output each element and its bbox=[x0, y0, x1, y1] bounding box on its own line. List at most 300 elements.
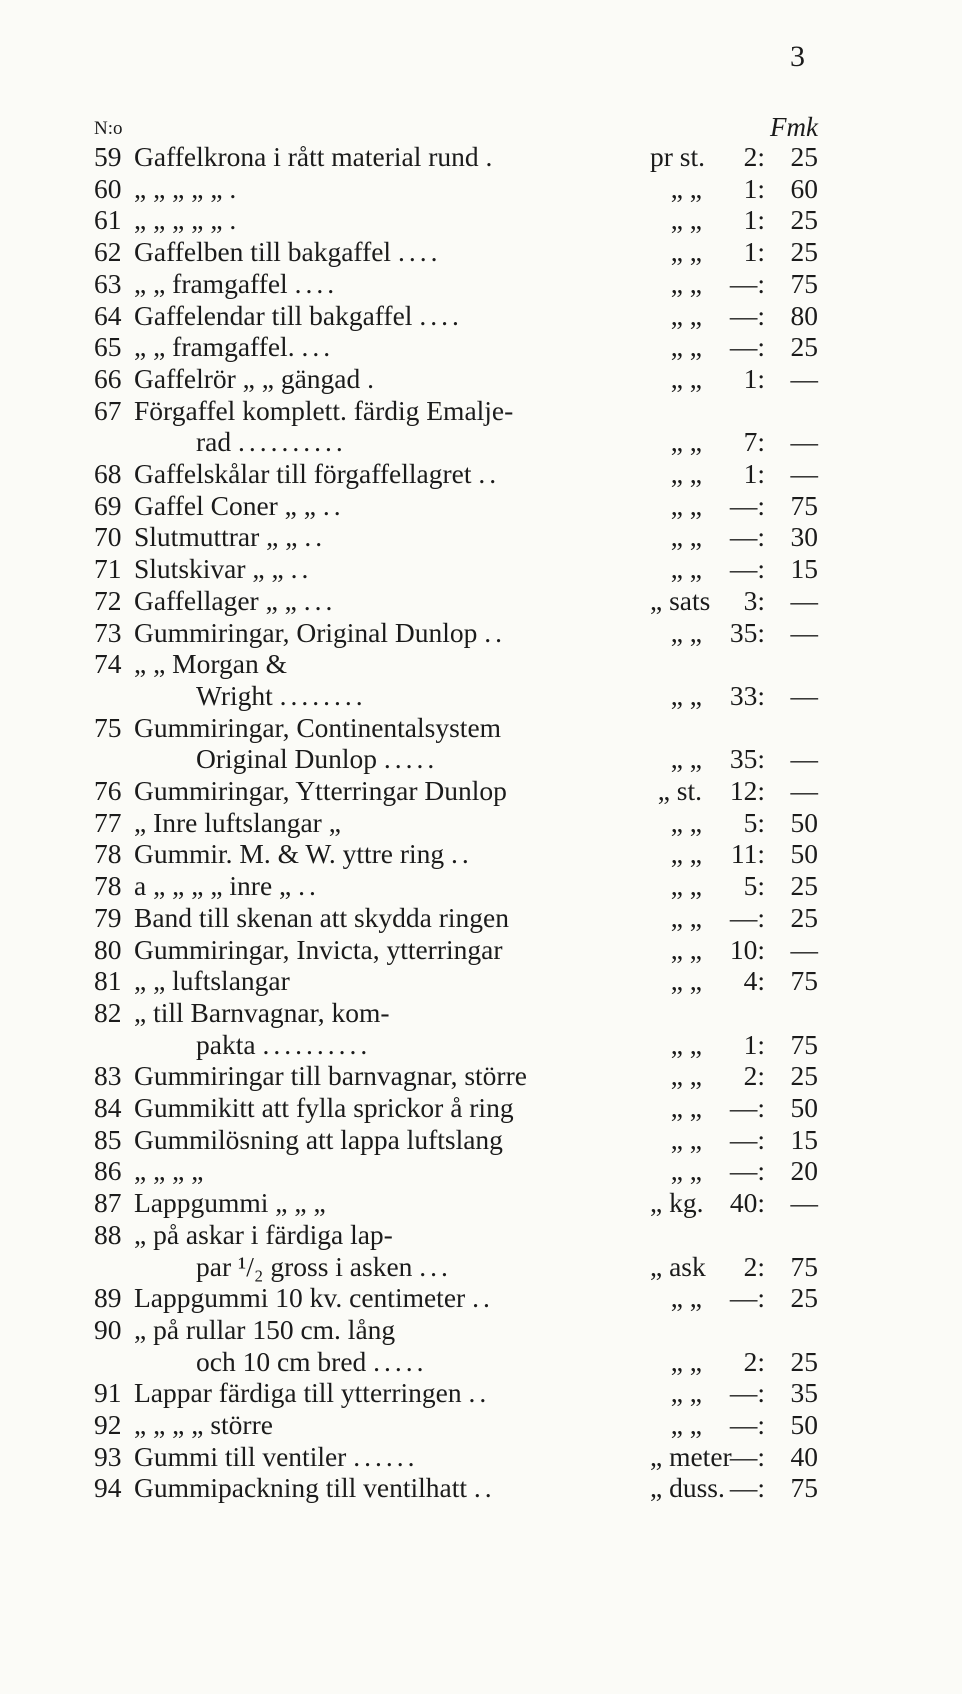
item-number: 67 bbox=[94, 394, 122, 426]
item-description bbox=[134, 996, 390, 1030]
leader-dots: .. bbox=[468, 1377, 491, 1409]
item-price-penni: 75 bbox=[790, 1472, 818, 1504]
item-description-text: Lappar färdiga till ytterringen bbox=[134, 1377, 462, 1409]
item-description bbox=[134, 774, 507, 808]
item-description bbox=[134, 1154, 203, 1188]
item-description-text: Gummiringar, Original Dunlop bbox=[134, 616, 478, 648]
list-item bbox=[0, 996, 962, 1030]
leader-dots: .. bbox=[451, 838, 473, 870]
item-description-text: Gummipackning till ventilhatt bbox=[134, 1472, 468, 1504]
leader-dots: .... bbox=[397, 236, 442, 268]
list-item bbox=[0, 330, 962, 364]
item-description bbox=[134, 1313, 395, 1347]
item-description bbox=[134, 172, 240, 206]
item-price-penni: 50 bbox=[790, 1409, 818, 1440]
item-price-penni: — bbox=[790, 679, 818, 711]
item-unit: „ „ bbox=[670, 1123, 702, 1155]
item-unit: „ „ bbox=[670, 521, 702, 553]
item-unit: „ „ bbox=[670, 870, 702, 902]
item-price-penni: — bbox=[790, 1187, 818, 1219]
list-item bbox=[0, 616, 962, 650]
list-item bbox=[0, 584, 962, 618]
item-price-mark: 11: bbox=[730, 838, 765, 870]
item-price-penni: 20 bbox=[790, 1155, 818, 1187]
list-item bbox=[0, 806, 962, 840]
item-description-text: Gummi till ventiler bbox=[134, 1440, 347, 1472]
list-item bbox=[0, 1440, 962, 1474]
item-price-mark: —: bbox=[729, 1282, 765, 1314]
item-description bbox=[134, 869, 320, 903]
item-price-penni: 50 bbox=[790, 838, 818, 870]
item-description-text: Gummiringar, Ytterringar Dunlop bbox=[134, 775, 507, 806]
item-number: 84 bbox=[94, 1092, 122, 1123]
item-price-mark: —: bbox=[729, 331, 765, 363]
item-description bbox=[134, 362, 378, 396]
item-description bbox=[134, 1440, 418, 1474]
item-price-mark: 33: bbox=[729, 679, 765, 711]
currency-column-header: Fmk bbox=[770, 112, 818, 142]
item-description bbox=[134, 394, 513, 428]
item-description bbox=[196, 679, 367, 713]
leader-dots: .. bbox=[484, 616, 506, 648]
leader-dots: ..... bbox=[373, 1345, 428, 1377]
item-unit: „ „ bbox=[670, 489, 702, 521]
item-number: 73 bbox=[94, 616, 122, 648]
item-description-text: „ „ framgaffel bbox=[134, 267, 288, 299]
leader-dots: . bbox=[367, 362, 378, 394]
item-description bbox=[134, 1376, 490, 1410]
item-description bbox=[134, 806, 341, 840]
item-description bbox=[134, 901, 509, 935]
item-description bbox=[134, 584, 336, 618]
leader-dots: ... bbox=[303, 584, 337, 616]
item-description-text: „ på rullar 150 cm. lång bbox=[134, 1313, 396, 1345]
item-unit: „ „ bbox=[670, 267, 702, 299]
item-price-mark: 1: bbox=[743, 1028, 765, 1060]
number-column-header: N:o bbox=[94, 118, 123, 139]
item-description bbox=[134, 1123, 503, 1157]
item-unit: „ kg. bbox=[650, 1187, 704, 1219]
item-price-mark: 35: bbox=[729, 743, 765, 775]
item-description bbox=[134, 1218, 393, 1252]
item-price-mark: —: bbox=[729, 1377, 765, 1409]
item-number: 64 bbox=[94, 299, 122, 331]
item-description-text: Gaffelskålar till förgaffellagret bbox=[134, 458, 472, 489]
item-number: 81 bbox=[94, 965, 122, 997]
item-price-penni: 25 bbox=[790, 870, 818, 902]
item-number: 68 bbox=[94, 458, 122, 489]
list-item bbox=[0, 869, 962, 903]
item-unit: „ „ bbox=[670, 1377, 702, 1409]
item-description-text: Gaffelrör „ „ gängad bbox=[134, 362, 361, 394]
item-description bbox=[134, 1059, 527, 1093]
item-price-penni: 60 bbox=[790, 172, 818, 204]
leader-dots: .. bbox=[472, 1282, 494, 1314]
item-description-text: Original Dunlop bbox=[196, 743, 378, 775]
item-price-penni: 75 bbox=[790, 1028, 818, 1060]
item-price-mark: 1: bbox=[743, 172, 765, 204]
item-price-mark: —: bbox=[729, 1123, 765, 1155]
item-description bbox=[134, 647, 287, 681]
item-description-text: Gummiringar till barnvagnar, större bbox=[134, 1060, 527, 1092]
item-price-mark: 10: bbox=[729, 933, 765, 965]
item-price-penni: 25 bbox=[790, 141, 818, 172]
item-description-text: „ till Barnvagnar, kom- bbox=[134, 996, 390, 1028]
item-price-mark: —: bbox=[729, 521, 765, 553]
item-price-penni: — bbox=[790, 743, 818, 775]
list-item bbox=[0, 489, 962, 523]
item-unit: „ st. bbox=[657, 775, 702, 806]
list-item bbox=[0, 647, 962, 681]
list-item bbox=[0, 1281, 962, 1315]
item-unit: „ „ bbox=[670, 426, 702, 458]
item-price-penni: 75 bbox=[790, 267, 818, 299]
item-description bbox=[134, 552, 312, 586]
list-item bbox=[0, 267, 962, 301]
item-number: 59 bbox=[94, 141, 122, 172]
item-description bbox=[134, 616, 506, 650]
item-price-penni: — bbox=[790, 362, 818, 394]
item-unit: „ „ bbox=[670, 362, 702, 394]
item-description bbox=[134, 235, 441, 269]
leader-dots: .... bbox=[419, 299, 463, 331]
item-price-mark: 1: bbox=[743, 458, 765, 489]
item-unit: „ „ bbox=[670, 172, 702, 204]
item-price-mark: —: bbox=[729, 1092, 765, 1123]
list-item bbox=[0, 172, 962, 206]
item-number: 86 bbox=[94, 1155, 122, 1187]
item-unit: „ „ bbox=[670, 331, 702, 363]
list-item bbox=[0, 520, 962, 554]
leader-dots: ... bbox=[419, 1250, 452, 1282]
item-price-mark: 1: bbox=[743, 236, 765, 268]
item-number: 88 bbox=[94, 1218, 122, 1250]
list-item bbox=[0, 140, 962, 174]
item-description-text: Band till skenan att skydda ringen bbox=[134, 901, 509, 933]
list-item bbox=[0, 1154, 962, 1188]
leader-dots: . bbox=[229, 204, 241, 236]
item-description bbox=[134, 520, 326, 554]
list-item bbox=[0, 1091, 962, 1125]
item-number: 78 bbox=[94, 870, 122, 902]
item-number: 60 bbox=[94, 172, 122, 204]
item-number: 85 bbox=[94, 1123, 122, 1155]
item-unit: „ „ bbox=[670, 204, 702, 236]
item-unit: „ „ bbox=[670, 838, 702, 870]
list-item bbox=[0, 679, 962, 713]
item-description-text: Wright bbox=[196, 679, 273, 711]
leader-dots: .... bbox=[294, 267, 339, 299]
item-number: 65 bbox=[94, 331, 122, 363]
item-description-text: Slutmuttrar „ „ bbox=[134, 521, 298, 553]
item-unit: „ „ bbox=[670, 1282, 702, 1314]
item-number: 70 bbox=[94, 521, 122, 553]
item-description bbox=[196, 742, 438, 776]
item-price-penni: 15 bbox=[790, 553, 818, 585]
item-description bbox=[134, 267, 338, 301]
list-item bbox=[0, 235, 962, 269]
item-number: 62 bbox=[94, 236, 122, 268]
item-description bbox=[134, 933, 503, 967]
item-number: 79 bbox=[94, 901, 122, 933]
item-number: 66 bbox=[94, 362, 122, 394]
item-price-mark: 4: bbox=[743, 965, 765, 997]
page-number: 3 bbox=[790, 40, 805, 73]
list-item bbox=[0, 457, 962, 491]
item-price-mark: —: bbox=[729, 489, 765, 521]
leader-dots: .. bbox=[473, 1472, 496, 1504]
item-description-text: Gaffelben till bakgaffel bbox=[134, 236, 392, 268]
item-unit: „ „ bbox=[670, 299, 702, 331]
list-item bbox=[0, 901, 962, 935]
item-price-mark: —: bbox=[729, 553, 765, 585]
item-description-text: Gummikitt att fylla sprickor å ring bbox=[134, 1092, 514, 1123]
item-number: 87 bbox=[94, 1187, 122, 1219]
item-unit: „ „ bbox=[670, 1028, 702, 1060]
list-item bbox=[0, 1028, 962, 1062]
list-item bbox=[0, 742, 962, 776]
item-description-text: a „ „ „ „ inre „ bbox=[134, 870, 292, 902]
item-description bbox=[196, 1028, 371, 1062]
item-description-text: rad bbox=[196, 426, 232, 458]
item-description-text: Gummiringar, Invicta, ytterringar bbox=[134, 933, 503, 965]
item-number: 74 bbox=[94, 648, 122, 680]
item-number: 82 bbox=[94, 996, 122, 1028]
list-item bbox=[0, 1059, 962, 1093]
item-description-text: Gummiringar, Continentalsystem bbox=[134, 711, 502, 743]
item-number: 69 bbox=[94, 489, 122, 521]
item-price-mark: 35: bbox=[729, 616, 765, 648]
item-description-text: Gaffelkrona i rått material rund bbox=[134, 141, 479, 172]
item-price-penni: 35 bbox=[790, 1377, 818, 1409]
item-unit: „ „ bbox=[670, 236, 702, 268]
item-price-penni: 25 bbox=[790, 204, 818, 236]
item-price-penni: — bbox=[790, 458, 818, 489]
item-description bbox=[134, 299, 463, 333]
item-price-penni: 30 bbox=[790, 521, 818, 553]
item-number: 61 bbox=[94, 204, 122, 236]
item-number: 90 bbox=[94, 1313, 122, 1345]
item-price-mark: —: bbox=[729, 1155, 765, 1187]
item-description bbox=[134, 837, 473, 871]
item-description-text: „ „ „ „ „ bbox=[134, 204, 223, 236]
item-price-mark: —: bbox=[729, 901, 765, 933]
item-price-penni: 25 bbox=[790, 901, 818, 933]
item-price-penni: 25 bbox=[790, 331, 818, 363]
list-item bbox=[0, 552, 962, 586]
leader-dots: .. bbox=[304, 521, 327, 553]
item-description-text: Gaffellager „ „ bbox=[134, 584, 297, 616]
item-description-text: „ „ framgaffel. bbox=[134, 331, 295, 363]
item-price-mark: 2: bbox=[743, 1345, 765, 1377]
item-price-penni: 25 bbox=[790, 1282, 818, 1314]
list-item bbox=[0, 1345, 962, 1379]
item-unit: „ „ bbox=[670, 933, 702, 965]
item-price-penni: 50 bbox=[790, 1092, 818, 1123]
item-description bbox=[196, 1250, 452, 1284]
list-item bbox=[0, 1123, 962, 1157]
item-description bbox=[134, 203, 240, 237]
item-number: 80 bbox=[94, 933, 122, 965]
item-number: 83 bbox=[94, 1060, 122, 1092]
item-unit: „ „ bbox=[670, 743, 702, 775]
item-price-penni: 50 bbox=[790, 806, 818, 838]
list-item bbox=[0, 299, 962, 333]
item-price-penni: 75 bbox=[790, 489, 818, 521]
item-description-text: Gummilösning att lappa luftslang bbox=[134, 1123, 503, 1155]
leader-dots: .. bbox=[290, 553, 313, 585]
item-number: 63 bbox=[94, 267, 122, 299]
leader-dots: . bbox=[485, 141, 497, 172]
item-price-mark: 2: bbox=[743, 1250, 765, 1282]
item-description bbox=[134, 1408, 273, 1442]
item-price-mark: —: bbox=[729, 1409, 765, 1440]
list-item bbox=[0, 964, 962, 998]
item-description bbox=[134, 1281, 494, 1315]
item-price-penni: 80 bbox=[790, 299, 818, 331]
item-price-penni: 25 bbox=[790, 236, 818, 268]
item-unit: „ duss. bbox=[650, 1472, 725, 1504]
item-price-penni: — bbox=[790, 933, 818, 965]
item-price-mark: 12: bbox=[729, 775, 765, 806]
item-description-text: Slutskivar „ „ bbox=[134, 553, 284, 585]
list-item bbox=[0, 394, 962, 428]
item-number: 89 bbox=[94, 1282, 122, 1314]
leader-dots: ... bbox=[301, 331, 335, 363]
list-item bbox=[0, 774, 962, 808]
item-description-text: Gaffelendar till bakgaffel bbox=[134, 299, 413, 331]
item-price-mark: 40: bbox=[729, 1187, 765, 1219]
item-description bbox=[134, 1091, 514, 1125]
item-unit: „ „ bbox=[670, 1409, 702, 1440]
item-price-penni: 25 bbox=[790, 1345, 818, 1377]
item-price-mark: 2: bbox=[743, 1060, 765, 1092]
item-description-text: „ på askar i färdiga lap- bbox=[134, 1218, 393, 1250]
list-item bbox=[0, 933, 962, 967]
item-description-text: „ „ „ „ bbox=[134, 1155, 204, 1187]
item-unit: „ „ bbox=[670, 1155, 702, 1187]
item-unit: „ „ bbox=[670, 1092, 702, 1123]
leader-dots: .......... bbox=[262, 1028, 372, 1060]
item-description-text: „ „ „ „ „ bbox=[134, 172, 223, 204]
item-description bbox=[134, 140, 496, 174]
item-description bbox=[134, 1186, 326, 1220]
item-number: 77 bbox=[94, 806, 122, 838]
list-item bbox=[0, 1408, 962, 1442]
item-price-mark: 3: bbox=[743, 584, 765, 616]
leader-dots: ........ bbox=[279, 679, 367, 711]
item-price-penni: 25 bbox=[790, 1060, 818, 1092]
item-description bbox=[196, 1345, 428, 1379]
list-item bbox=[0, 1186, 962, 1220]
list-item bbox=[0, 203, 962, 237]
item-unit: „ sats bbox=[650, 584, 711, 616]
item-description-text: „ „ luftslangar bbox=[134, 965, 290, 997]
leader-dots: . bbox=[229, 172, 241, 204]
item-number: 72 bbox=[94, 584, 122, 616]
item-price-penni: 75 bbox=[790, 965, 818, 997]
item-description bbox=[134, 457, 500, 491]
item-price-mark: 5: bbox=[743, 870, 765, 902]
item-number: 75 bbox=[94, 711, 122, 743]
item-description bbox=[134, 1471, 496, 1505]
item-description-text: Lappgummi „ „ „ bbox=[134, 1187, 326, 1219]
item-price-penni: 75 bbox=[790, 1250, 818, 1282]
list-item bbox=[0, 1313, 962, 1347]
item-description bbox=[134, 330, 334, 364]
item-description-text: par ¹/₂ gross i asken bbox=[196, 1250, 413, 1282]
item-unit: pr st. bbox=[650, 141, 705, 172]
item-number: 91 bbox=[94, 1377, 122, 1409]
item-description bbox=[134, 489, 345, 523]
item-price-penni: — bbox=[790, 584, 818, 616]
item-unit: „ „ bbox=[670, 901, 702, 933]
item-price-mark: —: bbox=[729, 1472, 765, 1504]
item-price-mark: 1: bbox=[743, 204, 765, 236]
item-unit: „ meter bbox=[650, 1440, 732, 1472]
leader-dots: .. bbox=[298, 870, 320, 902]
item-number: 78 bbox=[94, 838, 122, 870]
item-description-text: „ Inre luftslangar „ bbox=[134, 806, 341, 838]
item-number: 71 bbox=[94, 553, 122, 585]
item-unit: „ „ bbox=[670, 553, 702, 585]
list-item bbox=[0, 1218, 962, 1252]
item-price-penni: 40 bbox=[790, 1440, 818, 1472]
leader-dots: ..... bbox=[383, 743, 439, 775]
item-price-mark: —: bbox=[729, 299, 765, 331]
item-unit: „ ask bbox=[650, 1250, 706, 1282]
item-unit: „ „ bbox=[670, 1345, 702, 1377]
item-description-text: „ „ „ „ större bbox=[134, 1409, 273, 1440]
item-unit: „ „ bbox=[670, 616, 702, 648]
leader-dots: .......... bbox=[238, 426, 347, 458]
list-item bbox=[0, 1250, 962, 1284]
item-unit: „ „ bbox=[670, 679, 702, 711]
item-description-text: Lappgummi 10 kv. centimeter bbox=[134, 1282, 466, 1314]
item-number: 92 bbox=[94, 1409, 122, 1440]
item-number: 93 bbox=[94, 1440, 122, 1472]
item-price-mark: 5: bbox=[743, 806, 765, 838]
list-item bbox=[0, 837, 962, 871]
item-description bbox=[134, 964, 290, 998]
list-item bbox=[0, 1376, 962, 1410]
item-description-text: Förgaffel komplett. färdig Emalje- bbox=[134, 394, 514, 426]
item-description bbox=[196, 425, 347, 459]
item-description bbox=[134, 711, 501, 745]
item-price-penni: — bbox=[790, 775, 818, 806]
item-price-mark: 1: bbox=[743, 362, 765, 394]
item-unit: „ „ bbox=[670, 965, 702, 997]
item-price-penni: — bbox=[790, 616, 818, 648]
leader-dots: ...... bbox=[353, 1440, 419, 1472]
item-price-penni: — bbox=[790, 426, 818, 458]
list-item bbox=[0, 711, 962, 745]
item-unit: „ „ bbox=[670, 806, 702, 838]
item-description-text: Gummir. M. & W. yttre ring bbox=[134, 838, 445, 870]
item-price-mark: 2: bbox=[743, 141, 765, 172]
list-item bbox=[0, 1471, 962, 1505]
item-price-penni: 15 bbox=[790, 1123, 818, 1155]
item-description-text: pakta bbox=[196, 1028, 256, 1060]
leader-dots: .. bbox=[478, 458, 501, 489]
item-price-mark: 7: bbox=[743, 426, 765, 458]
list-item bbox=[0, 425, 962, 459]
item-description-text: Gaffel Coner „ „ bbox=[134, 489, 316, 521]
item-number: 94 bbox=[94, 1472, 122, 1504]
item-unit: „ „ bbox=[670, 1060, 702, 1092]
item-unit: „ „ bbox=[670, 458, 702, 489]
list-item bbox=[0, 362, 962, 396]
